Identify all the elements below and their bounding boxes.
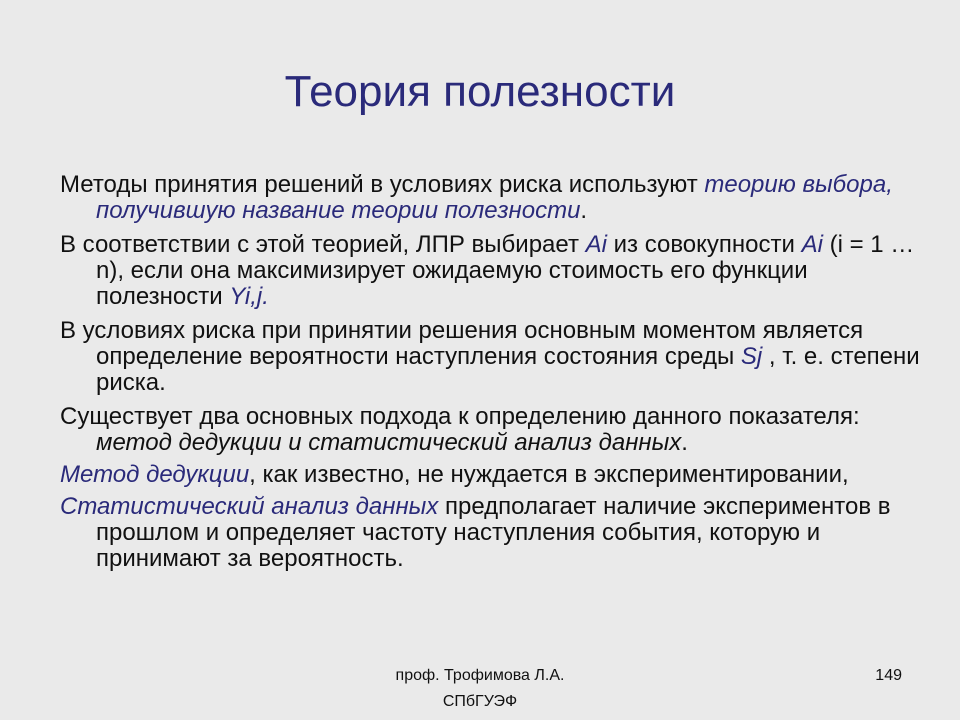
emphasis-ai-set: Ai — [801, 231, 823, 258]
text: В условиях риска при принятии решения основным моментом является определение вероятности наступления состояния среды — [60, 317, 864, 370]
paragraph-statistics — [60, 494, 940, 572]
paragraph-deduction — [60, 462, 940, 488]
paragraph-risk — [60, 318, 940, 396]
text: предполагает наличие экспериментов в прошлом и определяет частоту наступления события, которую и принимают за вероятность. — [96, 493, 891, 572]
text: (i = 1 … n), если она максимизирует ожидаемую стоимость его функции полезности — [96, 231, 915, 310]
author-institution: СПбГУЭФ — [442, 693, 518, 710]
text: . — [681, 429, 688, 456]
slide-body — [60, 172, 940, 580]
author-name: проф. Трофимова Л.А. — [395, 667, 565, 684]
emphasis-approaches: метод дедукции и статистический анализ данных — [96, 429, 682, 456]
text: . — [580, 197, 588, 224]
text: , т. е. степени риска. — [96, 343, 920, 396]
emphasis-statistics: Статистический анализ данных — [60, 493, 439, 520]
text: Существует два основных подхода к определению данного показателя: — [60, 403, 860, 430]
text: , как известно, не нуждается в экспериментировании, — [249, 461, 849, 488]
text: В соответствии с этой теорией, ЛПР выбирает — [60, 231, 586, 258]
slide-title: Теория полезности — [284, 67, 676, 116]
emphasis-ai: Ai — [585, 231, 607, 258]
emphasis-yij: Yi,j. — [229, 283, 269, 310]
footer-author — [290, 663, 670, 715]
text: Методы принятия решений в условиях риска используют — [60, 171, 705, 198]
emphasis-sj: Sj — [740, 343, 763, 370]
emphasis-deduction: Метод дедукции — [60, 461, 250, 488]
paragraph-approaches — [60, 404, 940, 456]
emphasis-utility-theory: теорию выбора, получившую название теории полезности — [96, 171, 893, 224]
text: из совокупности — [606, 231, 802, 258]
paragraph-choice — [60, 232, 940, 310]
paragraph-methods — [60, 172, 940, 224]
page-number: 149 — [875, 667, 902, 684]
